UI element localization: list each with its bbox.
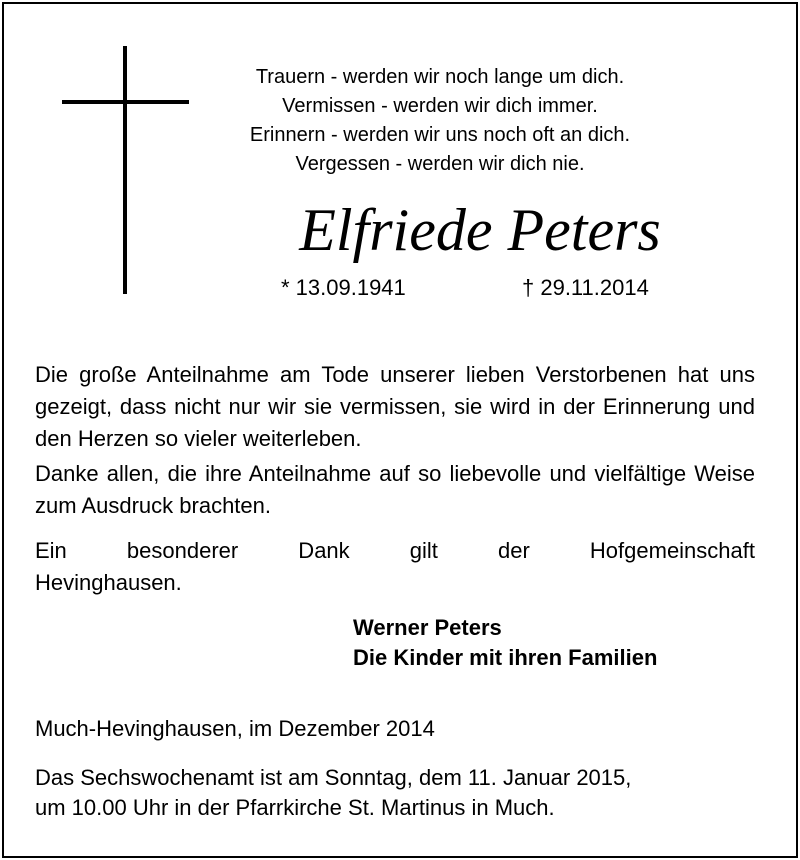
memorial-verse [240,63,640,179]
thanks-paragraph-2: Danke allen, die ihre Anteilnahme auf so liebevolle und vielfältige Weise zum Ausdruck brachten. [35,461,755,518]
birth-date: * 13.09.1941 [281,275,406,300]
mass-announcement [35,763,631,823]
cross-horizontal-bar [62,100,189,104]
deceased-name: Elfriede Peters [299,197,661,263]
place-date: Much-Hevinghausen, im Dezember 2014 [35,716,435,741]
verse-line: Vermissen - werden wir dich immer. [282,95,598,117]
thanks-paragraph: Die große Anteilnahme am Tode unserer lieben Verstorbenen hat uns gezeigt, dass nicht nur wir sie vermissen, sie wird in der Erinnerung und den Herzen so vieler weiterleben. [35,362,755,451]
cross-vertical-bar [123,46,127,294]
special-thanks-line-2: Hevinghausen. [35,570,182,595]
signer-line: Werner Peters [353,615,502,640]
signers [353,613,657,673]
verse-line: Trauern - werden wir noch lange um dich. [255,66,625,88]
mass-line: um 10.00 Uhr in der Pfarrkirche St. Martinus in Much. [35,795,555,820]
death-date: † 29.11.2014 [522,275,649,300]
verse-line: Vergessen - werden wir dich nie. [295,153,585,175]
verse-line: Erinnern - werden wir uns noch oft an dich. [249,124,631,146]
mass-line: Das Sechswochenamt ist am Sonntag, dem 11. Januar 2015, [35,765,632,790]
signer-line: Die Kinder mit ihren Familien [353,645,658,670]
special-thanks-line: Ein besonderer Dank gilt der Hofgemeinschaft [35,538,755,563]
special-thanks-paragraph [35,535,755,599]
